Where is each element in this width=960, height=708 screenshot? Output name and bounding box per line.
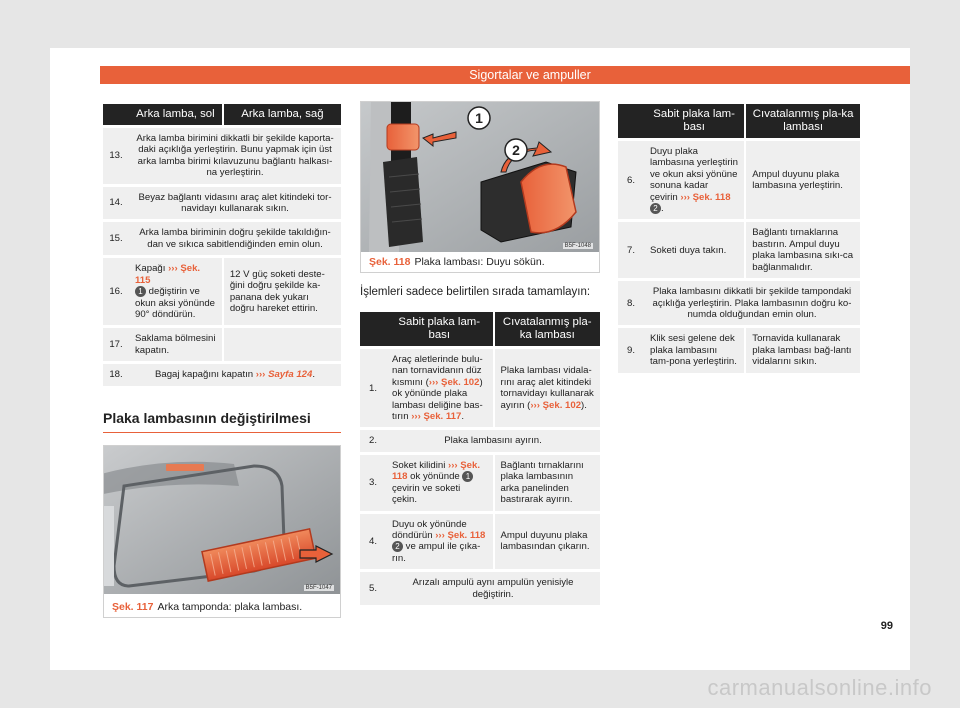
step-text: Arka lamba birimini dikkatli bir şekilde kaporta-daki açıklığa yerleştirin. Bunu yapmak için üst arka lamba birimi kılavuzunu bağlantı halkası-na yerleştirin.: [129, 128, 341, 184]
header-fixed-lamp: Sabit plaka lam-bası: [644, 104, 744, 138]
text-fragment: ok yönünde: [407, 471, 463, 483]
table-row: [103, 128, 341, 184]
middle-column: [360, 309, 600, 608]
table-row: [360, 514, 600, 570]
header-num-cell: [103, 104, 129, 125]
figure-link[interactable]: Şek. 117: [423, 411, 462, 423]
step-number: 18.: [103, 364, 129, 385]
callout-badge: 2: [650, 203, 661, 214]
step-text-right: Ampul duyunu plaka lambasından çıkarın.: [493, 514, 601, 570]
header-num-cell: [618, 104, 644, 138]
arrow-ref-icon: ›››: [435, 529, 445, 541]
header-left-lamp: Arka lamba, sol: [129, 104, 222, 125]
text-fragment: ve ampul ile çıka-rın.: [392, 541, 481, 564]
step-number: 4.: [360, 514, 386, 570]
section-divider: [103, 432, 341, 433]
table-header-row: [618, 104, 860, 138]
text-fragment: Duyu plaka lambasına yerleştirin ve okun aksi yönüne sonuna kadar çevirin: [650, 146, 738, 203]
step-text: Beyaz bağlantı vidasını araç alet kitindeki tor-navidayı kullanarak sıkın.: [129, 187, 341, 220]
table-row: [103, 222, 341, 255]
table-row: [360, 430, 600, 451]
step-text-right: Bağlantı tırnaklarını plaka lambasının arka panelinden bastırarak ayırın.: [493, 455, 601, 511]
table-row: [618, 141, 860, 219]
table-row: [618, 281, 860, 325]
header-bolted-lamp: Cıvatalanmış pla-ka lambası: [493, 312, 601, 346]
step-text-left: Soketi duya takın.: [644, 222, 744, 278]
table-row: [360, 455, 600, 511]
step-text-right: Ampul duyunu plaka lambasına yerleştirin.: [744, 141, 860, 219]
caption-text: Plaka lambası: Duyu sökün.: [414, 256, 545, 268]
step-number: 6.: [618, 141, 644, 219]
text-fragment: .: [312, 369, 316, 381]
callout-badge: 2: [392, 541, 403, 552]
step-number: 7.: [618, 222, 644, 278]
header-bar: [50, 66, 910, 84]
figure-117: [103, 445, 341, 618]
figure-link[interactable]: Şek. 118: [692, 191, 731, 203]
step-text: Plaka lambasını ayırın.: [386, 430, 600, 451]
step-number: 17.: [103, 328, 129, 361]
figure-link[interactable]: Şek. 118: [447, 529, 486, 541]
intro-paragraph: İşlemleri sadece belirtilen sırada tamamlayın:: [360, 286, 591, 298]
step-number: 13.: [103, 128, 129, 184]
table-row: [103, 328, 341, 361]
step-text-left: Klik sesi gelene dek plaka lambasını tam-pona yerleştirin.: [644, 328, 744, 372]
step-text-right: [493, 349, 601, 427]
bumper-illustration: [104, 446, 340, 594]
step-number: 16.: [103, 258, 129, 325]
step-text-left: [129, 258, 222, 325]
left-steps-table: [103, 101, 341, 389]
table-header-row: [103, 104, 341, 125]
header-left-gap: [50, 66, 100, 84]
step-number: 2.: [360, 430, 386, 451]
table-row: [103, 187, 341, 220]
text-fragment: Duyu ok yönünde döndürün: [392, 518, 467, 541]
text-fragment: .: [661, 203, 664, 215]
step-text-right: 12 V güç soketi deste-ğini doğru şekilde ka-panana dek yukarı doğru hareket ettirin.: [222, 258, 341, 325]
callout-badge: 1: [135, 286, 146, 297]
text-fragment: Bagaj kapağını kapatın: [154, 369, 256, 381]
callout-badge: 1: [462, 471, 473, 482]
arrow-ref-icon: ›››: [530, 399, 540, 411]
step-text-right: Bağlantı tırnaklarına bastırın. Ampul duyu plaka lambasına sıkı-ca bağlanmalıdır.: [744, 222, 860, 278]
left-column: [103, 101, 341, 389]
step-number: 5.: [360, 572, 386, 605]
step-number: 3.: [360, 455, 386, 511]
table-row: [103, 258, 341, 325]
figure-caption: [369, 256, 545, 268]
figure-ref: Şek. 118: [369, 256, 411, 268]
step-number: 15.: [103, 222, 129, 255]
header-right-lamp: Arka lamba, sağ: [222, 104, 341, 125]
figure-link[interactable]: Şek. 115: [135, 263, 201, 286]
step-text: [129, 364, 341, 385]
step-text: Arka lamba biriminin doğru şekilde takıldığın-dan ve sıkıca sabitlendiğinden emin olun.: [129, 222, 341, 255]
text-fragment: Kapağı: [135, 263, 169, 275]
callout-2-label: 2: [512, 142, 520, 158]
step-text-left: [386, 455, 493, 511]
header-bolted-lamp: Cıvatalanmış pla-ka lambası: [744, 104, 860, 138]
image-code: B5F-1048: [564, 243, 591, 249]
right-column: [618, 101, 860, 376]
arrow-ref-icon: ›››: [411, 411, 421, 423]
arrow-ref-icon: ›››: [428, 376, 439, 388]
text-fragment: ) ok yönünde plaka lambası deliğine bas-tırın: [392, 376, 483, 423]
step-text: Arızalı ampulü aynı ampulün yenisiyle değiştirin.: [386, 572, 600, 605]
arrow-ref-icon: ›››: [680, 191, 690, 203]
table-header-row: [360, 312, 600, 346]
text-fragment: .: [461, 411, 465, 423]
figure-118: [360, 101, 600, 273]
figure-link[interactable]: Şek. 102: [441, 376, 480, 388]
step-number: 1.: [360, 349, 386, 427]
table-row: [360, 572, 600, 605]
callout-1-label: 1: [475, 110, 483, 126]
watermark-text: carmanualsonline.info: [707, 675, 932, 700]
text-fragment: Soket kilidini: [392, 459, 448, 471]
section-title: Plaka lambasının değiştirilmesi: [103, 410, 311, 426]
figure-link[interactable]: Şek. 118: [392, 459, 481, 483]
step-text: Plaka lambasını dikkatli bir şekilde tampondaki açıklığa yerleştirin. Plaka lambasının doğru ko-numda olduğundan emin olun.: [644, 281, 860, 325]
image-code: B5F-1047: [305, 585, 332, 591]
license-plate-lamp-photo: [104, 446, 340, 594]
table-row: [618, 222, 860, 278]
page-header-title: Sigortalar ve ampuller: [469, 68, 591, 82]
header-fixed-lamp: Sabit plaka lam-bası: [386, 312, 493, 346]
step-number: 9.: [618, 328, 644, 372]
step-text-left: [386, 514, 493, 570]
text-fragment: değiştirin ve okun aksi yönünde 90° döndürün.: [135, 286, 216, 320]
text-fragment: ).: [581, 399, 587, 411]
step-text-left: [644, 141, 744, 219]
figure-caption: [112, 601, 302, 613]
text-fragment: çevirin ve soketi çekin.: [392, 482, 461, 506]
step-number: 8.: [618, 281, 644, 325]
right-steps-table: [618, 101, 860, 376]
table-row: [618, 328, 860, 372]
table-row: [103, 364, 341, 385]
caption-text: Arka tamponda: plaka lambası.: [157, 601, 303, 613]
step-text-left: Saklama bölmesini kapatın.: [129, 328, 222, 361]
arrow-ref-icon: ›››: [255, 369, 266, 381]
text-fragment: Araç aletlerinde bulu-nan tornavidanın düz kısmını (: [392, 354, 483, 388]
header-num-cell: [360, 312, 386, 346]
step-number: 14.: [103, 187, 129, 220]
arrow-ref-icon: ›››: [448, 459, 458, 471]
step-text-right: [222, 328, 341, 361]
step-text-right: Tornavida kullanarak plaka lambası bağ-lantı vidalarını sıkın.: [744, 328, 860, 372]
figure-ref: Şek. 117: [112, 601, 154, 613]
middle-steps-table: [360, 309, 600, 608]
table-row: [360, 349, 600, 427]
arrow-ref-icon: ›››: [168, 263, 178, 275]
step-text-left: [386, 349, 493, 427]
figure-link[interactable]: Şek. 102: [542, 399, 582, 411]
text-fragment: Plaka lambası vidala-rını araç alet kitindeki tornavidayı kullanarak ayırın (: [500, 365, 594, 411]
socket-illustration: [361, 102, 599, 252]
lamp-socket-photo: [361, 102, 599, 252]
page-link[interactable]: Sayfa 124: [268, 369, 313, 381]
page-number: 99: [880, 620, 893, 632]
